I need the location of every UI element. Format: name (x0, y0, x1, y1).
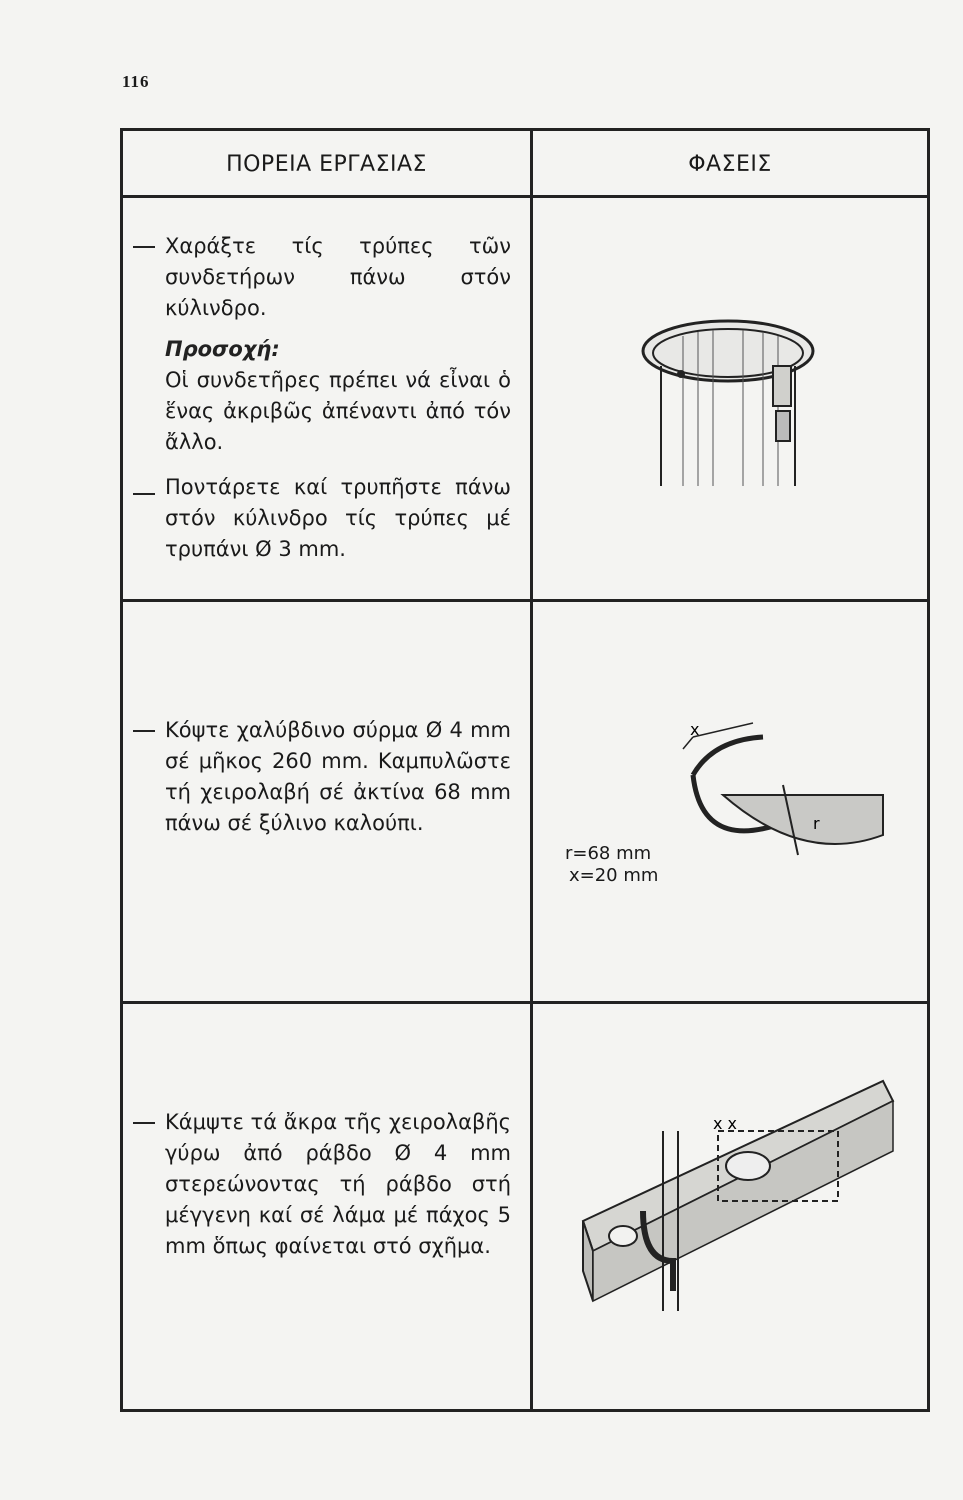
row-divider-1 (123, 599, 927, 602)
header-work-procedure: ΠΟΡΕΙΑ ΕΡΓΑΣΙΑΣ (226, 151, 427, 177)
x-mark: x (690, 720, 700, 739)
column-divider (530, 131, 533, 1409)
bullet-dash (133, 246, 155, 248)
row1-text (139, 231, 511, 565)
procedure-table (120, 128, 930, 1412)
header-phases: ΦΑΣΕΙΣ (688, 151, 772, 177)
r-mark: r (813, 814, 820, 833)
radius-value-label: r=68 mm (565, 843, 652, 864)
row1-step2: Ποντάρετε καί τρυπῆστε πάνω στόν κύλινδρο τίς τρύπες μέ τρυπάνι Ø 3 mm. (165, 475, 511, 561)
xx-mark: x x (713, 1114, 738, 1133)
row3-text (139, 1107, 511, 1262)
row2-text (139, 715, 511, 839)
bullet-dash (133, 730, 155, 732)
row2-step1: Κόψτε χαλύβδινο σύρμα Ø 4 mm σέ μῆκος 260 mm. Καμπυλῶστε τή χειρολαβή σέ ἀκτίνα 68 mm πάνω σέ ξύλινο καλούπι. (165, 718, 511, 835)
vise-bending-figure (563, 1061, 923, 1321)
page-number: 116 (122, 72, 150, 91)
bullet-dash (133, 1122, 155, 1124)
row1-note-title: Προσοχή: (165, 337, 280, 361)
cylinder-figure (623, 296, 853, 516)
row-divider-2 (123, 1001, 927, 1004)
row3-step1: Κάμψτε τά ἄκρα τῆς χειρολαβῆς γύρω ἀπό ράβδο Ø 4 mm στερεώνοντας τή ράβδο στή μέγγενη καί σέ λάμα μέ πάχος 5 mm ὅπως φαίνεται στό σχῆμα. (165, 1110, 511, 1258)
bullet-dash (133, 493, 155, 495)
x-value-label: x=20 mm (569, 865, 659, 886)
row1-note: Οἱ συνδετῆρες πρέπει νά εἶναι ὁ ἕνας ἀκριβῶς ἀπέναντι ἀπό τόν ἄλλο. (165, 368, 511, 454)
row1-step1: Χαράξτε τίς τρύπες τῶν συνδετήρων πάνω στόν κύλινδρο. (165, 234, 511, 320)
